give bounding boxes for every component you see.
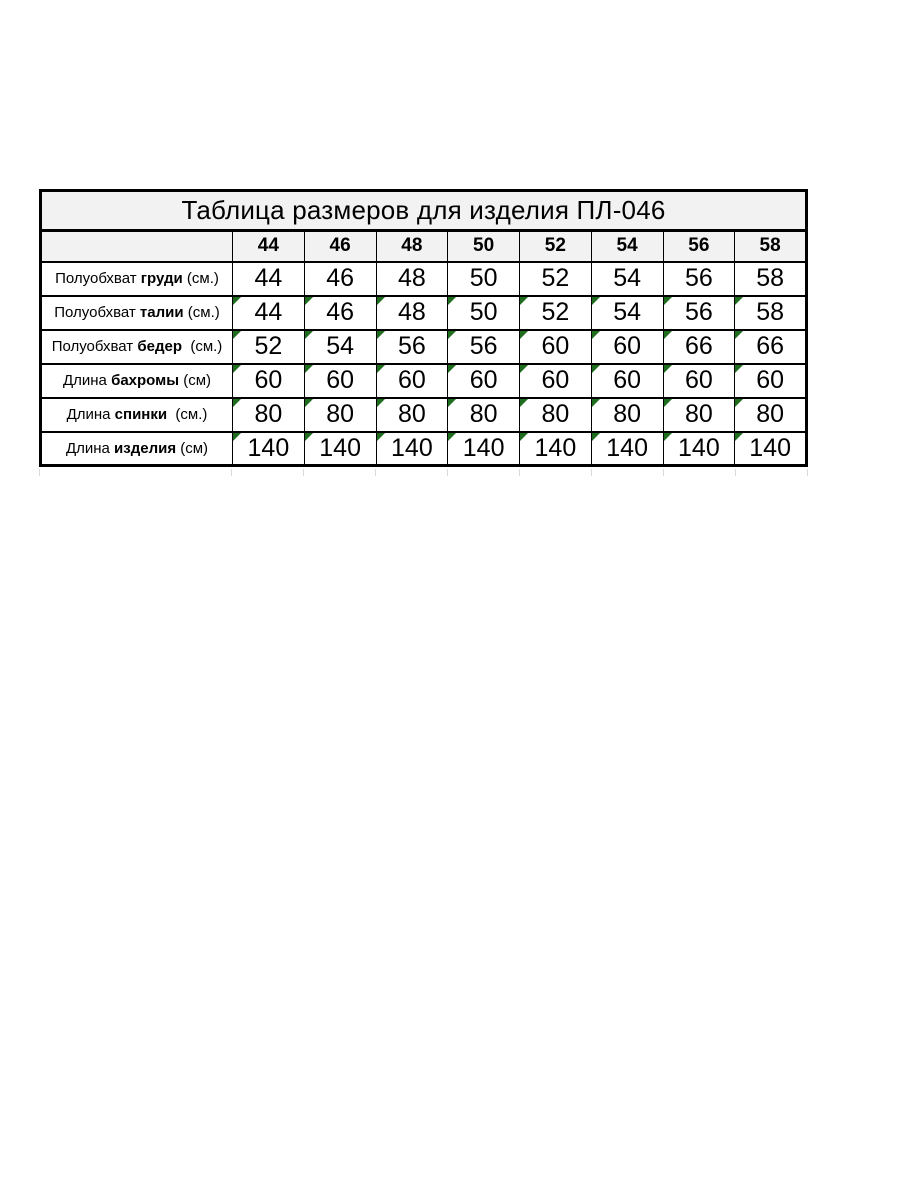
table-cell: 56 — [376, 330, 448, 364]
table-cell: 60 — [520, 364, 592, 398]
cell-flag-triangle-icon — [448, 331, 456, 339]
row-label-prefix: Длина — [62, 372, 112, 389]
gridline-stub — [735, 469, 736, 476]
table-title: Таблица размеров для изделия ПЛ-046 — [41, 191, 807, 231]
table-cell: 80 — [591, 398, 663, 432]
table-cell: 44 — [233, 296, 305, 330]
cell-flag-triangle-icon — [592, 433, 600, 441]
table-cell: 66 — [663, 330, 735, 364]
table-title-row — [41, 191, 807, 231]
row-label-suffix: (см) — [176, 439, 209, 457]
size-column-header: 50 — [448, 231, 520, 262]
cell-flag-triangle-icon — [520, 331, 528, 339]
cell-flag-triangle-icon — [520, 365, 528, 373]
table-cell: 48 — [376, 296, 448, 330]
row-label-bold: изделия — [114, 439, 177, 457]
table-cell: 58 — [735, 262, 807, 296]
row-label-suffix: (см.) — [182, 270, 219, 287]
table-cell: 140 — [448, 432, 520, 466]
gridline-stub — [447, 469, 448, 476]
cell-flag-triangle-icon — [448, 433, 456, 441]
cell-flag-triangle-icon — [448, 365, 456, 373]
cell-flag-triangle-icon — [305, 331, 313, 339]
table-row-chest — [41, 262, 807, 296]
gridline-stub — [375, 469, 376, 476]
table-cell: 60 — [591, 364, 663, 398]
table-cell: 46 — [304, 296, 376, 330]
table-row-waist — [41, 296, 807, 330]
table-row-hips — [41, 330, 807, 364]
table-cell: 56 — [663, 262, 735, 296]
size-table-container — [39, 189, 808, 467]
table-cell: 48 — [376, 262, 448, 296]
table-cell: 54 — [591, 262, 663, 296]
table-cell: 140 — [233, 432, 305, 466]
gridline-stub — [591, 469, 592, 476]
cell-flag-triangle-icon — [448, 297, 456, 305]
cell-flag-triangle-icon — [592, 399, 600, 407]
table-cell: 54 — [304, 330, 376, 364]
cell-flag-triangle-icon — [520, 433, 528, 441]
cell-flag-triangle-icon — [520, 399, 528, 407]
table-cell: 140 — [591, 432, 663, 466]
row-label-bold: бедер — [137, 338, 182, 355]
table-cell: 60 — [376, 364, 448, 398]
row-label — [41, 262, 233, 296]
table-cell: 66 — [735, 330, 807, 364]
table-cell: 80 — [520, 398, 592, 432]
size-header-row — [41, 231, 807, 262]
table-cell: 60 — [663, 364, 735, 398]
table-cell: 80 — [448, 398, 520, 432]
row-label-suffix: (см.) — [183, 304, 220, 321]
row-label-suffix: (см.) — [167, 406, 208, 423]
table-cell: 140 — [376, 432, 448, 466]
table-cell: 58 — [735, 296, 807, 330]
size-column-header: 44 — [233, 231, 305, 262]
cell-flag-triangle-icon — [735, 297, 743, 305]
cell-flag-triangle-icon — [377, 399, 385, 407]
cell-flag-triangle-icon — [735, 365, 743, 373]
cell-flag-triangle-icon — [592, 365, 600, 373]
size-column-header: 54 — [591, 231, 663, 262]
row-label-prefix: Полуобхват — [54, 304, 140, 321]
row-label-bold: спинки — [114, 406, 168, 423]
table-cell: 60 — [304, 364, 376, 398]
row-label — [41, 296, 233, 330]
cell-flag-triangle-icon — [735, 331, 743, 339]
cell-flag-triangle-icon — [233, 297, 241, 305]
cell-flag-triangle-icon — [664, 365, 672, 373]
size-column-header: 56 — [663, 231, 735, 262]
table-row-item-length — [41, 432, 807, 466]
table-cell: 80 — [304, 398, 376, 432]
table-cell: 50 — [448, 296, 520, 330]
row-label-suffix: (см.) — [181, 338, 223, 355]
cell-flag-triangle-icon — [735, 433, 743, 441]
size-column-header: 52 — [520, 231, 592, 262]
row-label-suffix: (см) — [179, 372, 212, 389]
size-column-header: 48 — [376, 231, 448, 262]
table-cell: 60 — [520, 330, 592, 364]
table-cell: 80 — [233, 398, 305, 432]
table-cell: 60 — [591, 330, 663, 364]
table-cell: 56 — [663, 296, 735, 330]
header-empty-cell — [41, 231, 233, 262]
cell-flag-triangle-icon — [592, 331, 600, 339]
table-cell: 56 — [448, 330, 520, 364]
size-column-header: 46 — [304, 231, 376, 262]
table-cell: 54 — [591, 296, 663, 330]
cell-flag-triangle-icon — [233, 365, 241, 373]
table-cell: 140 — [663, 432, 735, 466]
cell-flag-triangle-icon — [233, 433, 241, 441]
table-row-fringe-length — [41, 364, 807, 398]
table-row-back-length — [41, 398, 807, 432]
gridline-stub — [231, 469, 232, 476]
cell-flag-triangle-icon — [592, 297, 600, 305]
table-cell: 140 — [520, 432, 592, 466]
row-label-prefix: Полуобхват — [55, 270, 141, 287]
gridline-stub — [39, 469, 40, 476]
table-cell: 80 — [663, 398, 735, 432]
cell-flag-triangle-icon — [305, 297, 313, 305]
size-table — [39, 189, 808, 467]
table-cell: 52 — [520, 296, 592, 330]
table-cell: 60 — [233, 364, 305, 398]
cell-flag-triangle-icon — [520, 297, 528, 305]
cell-flag-triangle-icon — [664, 399, 672, 407]
row-label — [41, 432, 233, 466]
row-label — [41, 364, 233, 398]
cell-flag-triangle-icon — [233, 399, 241, 407]
cell-flag-triangle-icon — [664, 331, 672, 339]
row-label-bold: груди — [140, 270, 183, 287]
row-label — [41, 330, 233, 364]
gridline-stub — [519, 469, 520, 476]
cell-flag-triangle-icon — [377, 365, 385, 373]
cell-flag-triangle-icon — [305, 399, 313, 407]
gridline-stub — [663, 469, 664, 476]
table-cell: 80 — [376, 398, 448, 432]
table-cell: 46 — [304, 262, 376, 296]
row-label-prefix: Длина — [66, 406, 115, 423]
table-cell: 52 — [233, 330, 305, 364]
table-cell: 52 — [520, 262, 592, 296]
cell-flag-triangle-icon — [664, 297, 672, 305]
cell-flag-triangle-icon — [305, 365, 313, 373]
table-cell: 140 — [735, 432, 807, 466]
row-label-prefix: Длина — [65, 439, 115, 457]
cell-flag-triangle-icon — [735, 399, 743, 407]
table-cell: 80 — [735, 398, 807, 432]
table-cell: 50 — [448, 262, 520, 296]
row-label — [41, 398, 233, 432]
cell-flag-triangle-icon — [377, 297, 385, 305]
gridline-stub — [303, 469, 304, 476]
table-cell: 60 — [735, 364, 807, 398]
gridline-stub — [807, 469, 808, 476]
cell-flag-triangle-icon — [377, 433, 385, 441]
table-cell: 140 — [304, 432, 376, 466]
row-label-prefix: Полуобхват — [51, 338, 138, 355]
table-cell: 44 — [233, 262, 305, 296]
size-column-header: 58 — [735, 231, 807, 262]
cell-flag-triangle-icon — [233, 331, 241, 339]
cell-flag-triangle-icon — [448, 399, 456, 407]
cell-flag-triangle-icon — [377, 331, 385, 339]
table-cell: 60 — [448, 364, 520, 398]
cell-flag-triangle-icon — [305, 433, 313, 441]
row-label-bold: талии — [139, 304, 184, 321]
row-label-bold: бахромы — [111, 372, 180, 389]
cell-flag-triangle-icon — [664, 433, 672, 441]
